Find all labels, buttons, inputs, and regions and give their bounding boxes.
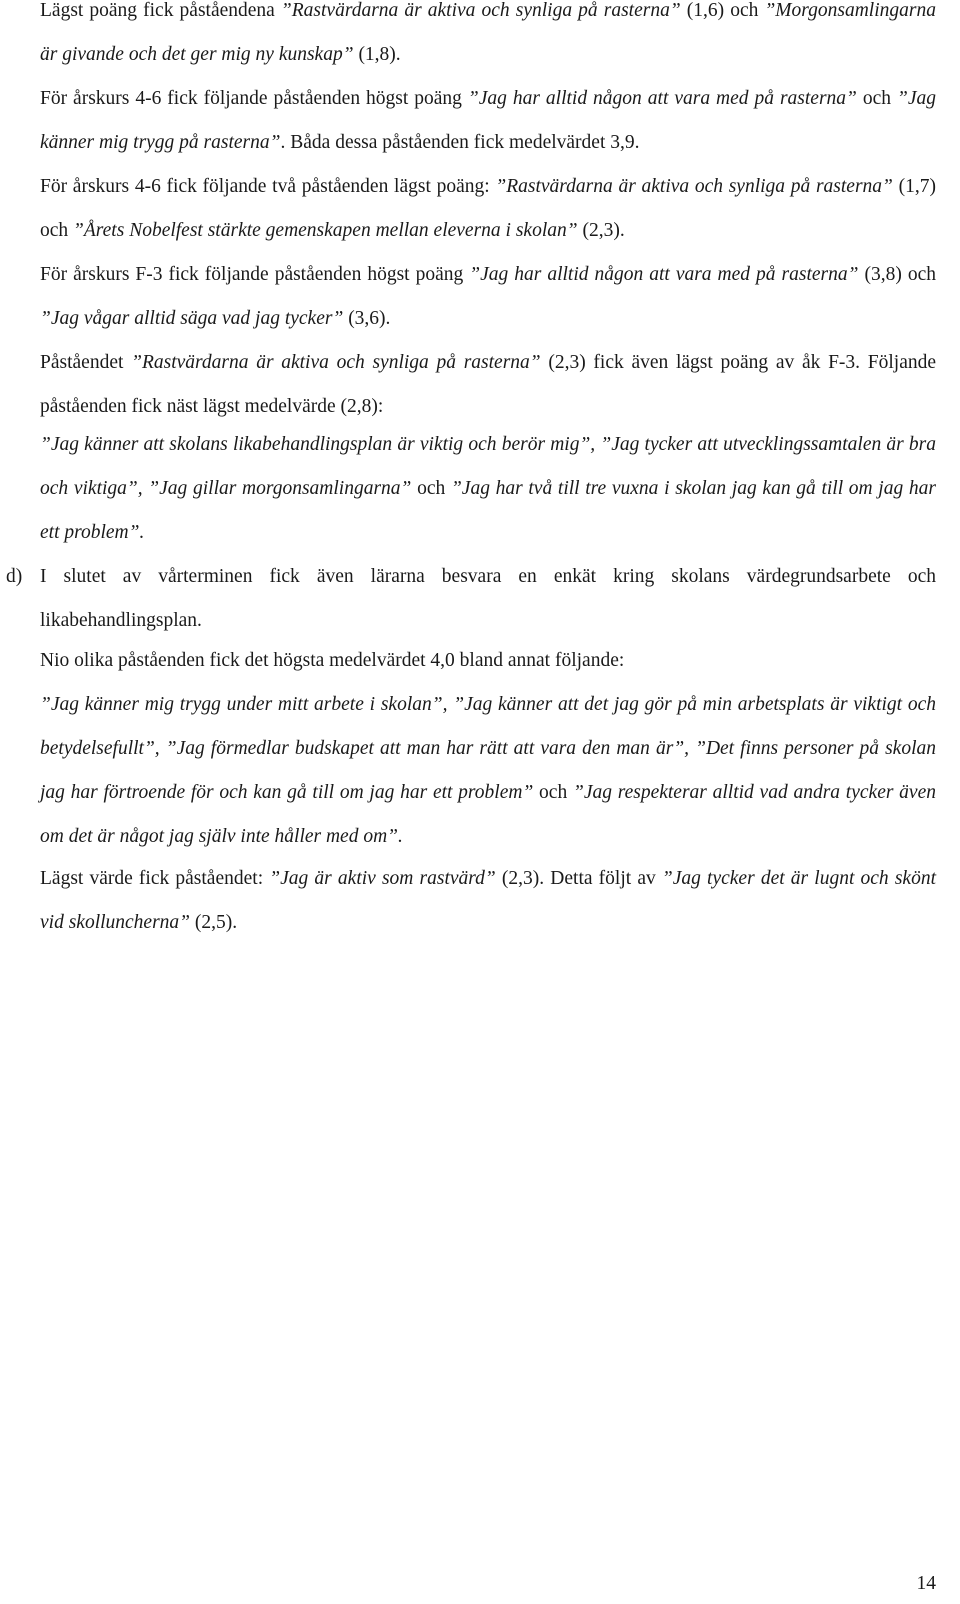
- text-segment: För årskurs 4-6 fick följande påståenden högst poäng: [40, 88, 468, 109]
- text-segment: (2,3). Detta följt av: [495, 868, 662, 889]
- quoted-statement: ”Rastvärdarna är aktiva och synliga på rasterna”: [131, 352, 541, 373]
- paragraph-grade-4-6-lowest: [40, 165, 936, 253]
- quoted-statement: ”Rastvärdarna är aktiva och synliga på rasterna”: [280, 0, 681, 21]
- paragraph-grade-4-6-highest: [40, 77, 936, 165]
- quoted-statement: ”Årets Nobelfest stärkte gemenskapen mellan eleverna i skolan”: [73, 220, 578, 241]
- paragraph-highest-mean: [40, 639, 936, 683]
- quoted-statement: ”Rastvärdarna är aktiva och synliga på rasterna”: [495, 176, 893, 197]
- quoted-statement: ”Jag känner mig trygg på rasterna”: [40, 88, 936, 153]
- quoted-statement: ”Jag känner att skolans likabehandlingsplan är viktig och berör mig”, ”Jag tycker att utvecklingssamtalen är bra och viktiga”, ”Jag gillar morgonsamlingarna”: [40, 434, 936, 499]
- paragraph-lowest-scores: [40, 0, 936, 77]
- quoted-statement: ”Jag tycker det är lugnt och skönt vid skolluncherna”: [40, 868, 936, 933]
- quoted-statement: ”Jag vågar alltid säga vad jag tycker”: [40, 308, 344, 329]
- text-segment: och: [411, 478, 451, 499]
- text-segment: och: [533, 782, 573, 803]
- text-segment: För årskurs F-3 fick följande påståenden högst poäng: [40, 264, 470, 285]
- quoted-statement: ”Jag är aktiv som rastvärd”: [269, 868, 496, 889]
- text-segment: (1,7) och: [40, 176, 936, 241]
- paragraph-grade-f-3-lowest: [40, 341, 936, 429]
- quoted-statement: ”Jag har alltid någon att vara med på rasterna”: [467, 88, 857, 109]
- text-segment: (3,8) och: [858, 264, 936, 285]
- paragraph-second-lowest-statements: [40, 423, 936, 555]
- quoted-statement: ”Jag har två till tre vuxna i skolan jag kan gå till om jag har ett problem”.: [40, 478, 936, 543]
- text-segment: (1,8).: [353, 44, 401, 65]
- quoted-statement: ”Jag känner mig trygg under mitt arbete i skolan”, ”Jag känner att det jag gör på min arbetsplats är viktigt och betydelsefullt”, ”Jag förmedlar budskapet att man har rätt att vara den man är”, ”Det finns personer på skolan jag har förtroende för och kan gå till om jag har ett problem”: [40, 694, 936, 803]
- paragraph-grade-f-3-highest: [40, 253, 936, 341]
- text-segment: (3,6).: [343, 308, 391, 329]
- text-segment: För årskurs 4-6 fick följande två påståenden lägst poäng:: [40, 176, 496, 197]
- quoted-statement: ”Jag har alltid någon att vara med på rasterna”: [469, 264, 859, 285]
- text-segment: . Båda dessa påståenden fick medelvärdet 3,9.: [280, 132, 640, 153]
- text-segment: I slutet av vårterminen fick även lärarna besvara en enkät kring skolans värdegrundsarbete och likabehandlingsplan.: [40, 566, 936, 631]
- text-segment: (1,6) och: [680, 0, 765, 21]
- text-segment: Nio olika påståenden fick det högsta medelvärdet 4,0 bland annat följande:: [40, 650, 625, 671]
- page-number: 14: [916, 1573, 936, 1594]
- text-segment: Lägst poäng fick påståendena: [40, 0, 281, 21]
- text-segment: (2,5).: [190, 912, 238, 933]
- paragraph-teacher-lowest: [40, 857, 936, 945]
- quoted-statement: ”Jag respekterar alltid vad andra tycker även om det är något jag själv inte håller med om”.: [40, 782, 936, 847]
- text-segment: och: [856, 88, 897, 109]
- list-marker-d: d): [6, 566, 23, 587]
- paragraph-teacher-statements: [40, 683, 936, 859]
- text-segment: Lägst värde fick påståendet:: [40, 868, 270, 889]
- text-segment: Påståendet: [40, 352, 132, 373]
- text-segment: (2,3).: [577, 220, 625, 241]
- paragraph-teacher-survey: [40, 555, 936, 643]
- text-segment: (2,3) fick även lägst poäng av åk F-3. Följande påståenden fick näst lägst medelvärde (2,8):: [40, 352, 936, 417]
- quoted-statement: ”Morgonsamlingarna är givande och det ger mig ny kunskap”: [40, 0, 936, 65]
